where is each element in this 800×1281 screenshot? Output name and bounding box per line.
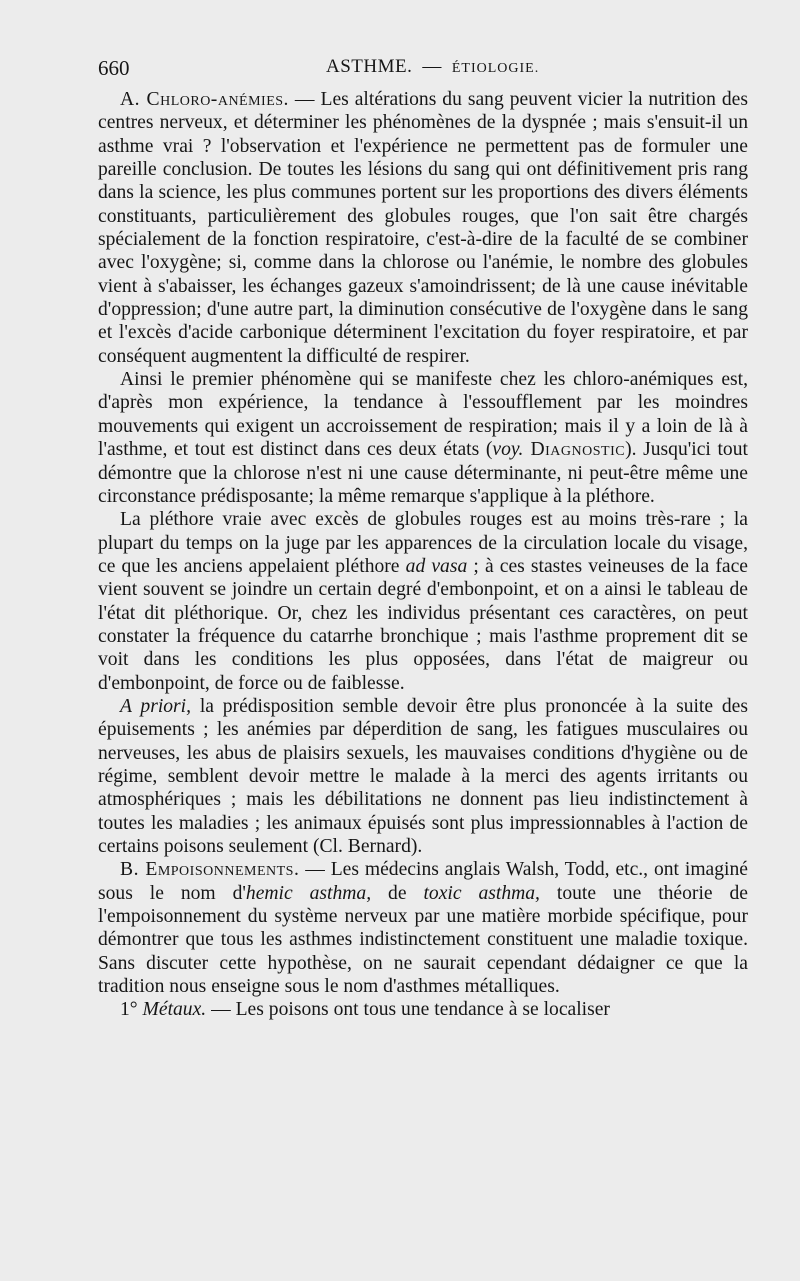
italic-ad-vasa: ad vasa xyxy=(405,555,468,577)
italic-hemic-asthma: hemic asthma, xyxy=(245,882,372,904)
paragraph-text: de xyxy=(371,882,424,904)
paragraph-empoisonnements xyxy=(98,858,748,998)
paragraph-chloro-anemies xyxy=(98,88,748,368)
cross-reference-diagnostic: Diagnostic xyxy=(523,439,626,461)
running-head xyxy=(326,56,539,78)
paragraph-text: la prédisposition semble devoir être plus prononcée à la suite des épuisements ; les anémies par déperdition de sang, les fatigues musculaires ou nerveuses, les abus de plaisirs sexuels, les mauvaises conditions d'hygiène ou de régime, semblent devoir mettre le malade à la merci des agents irritants ou atmosphériques ; mais les débilitations ne donnent pas lieu indistinctement à toutes les maladies ; les animaux épuisés sont plus impressionnables à l'action de certains poisons seulement (Cl. Bernard). xyxy=(98,695,748,857)
running-head-separator: — xyxy=(422,56,442,77)
paragraph-plethore xyxy=(98,508,748,695)
running-title: ASTHME. xyxy=(326,56,413,77)
paragraph-text: — Les médecins anglais Walsh, Todd, etc., ont imaginé sous le nom d' xyxy=(98,859,748,904)
paragraph-text: ; à ces stastes veineuses de la face vient souvent se joindre un certain degré d'embonpoint, et on a ainsi le tableau de l'état dit pléthorique. Or, chez les individus présentant ces caractères, on peut constater la fréquence du catarrhe bronchique ; mais l'asthme proprement dit se voit dans les conditions les plus opposées, dans l'état de maigreur ou d'embonpoint, de force ou de faiblesse. xyxy=(98,555,748,694)
page-number: 660 xyxy=(98,56,130,80)
paragraph-metaux xyxy=(98,998,748,1021)
body-text xyxy=(98,88,748,1022)
section-label-a: A. Chloro-anémies. xyxy=(120,89,289,110)
paragraph-text: — Les altérations du sang peuvent vicier la nutrition des centres nerveux, et déterminer les phénomènes de la dyspnée ; mais s'ensuit-il un asthme vrai ? l'observation et l'expérience ne permettent pas de formuler une pareille conclusion. De toutes les lésions du sang qui ont définitivement pris rang dans la science, les plus communes portent sur les proportions des divers éléments constituants, particulièrement des globules rouges, que l'on sait être chargés spécialement de la fonction respiratoire, c'est-à-dire de la faculté de se combiner avec l'oxygène; si, comme dans la chlorose ou l'anémie, le nombre des globules vient à s'abaisser, les échanges gazeux s'amoindrissent; de là une cause inévitable d'oppression; d'une autre part, la diminution consécutive de l'oxygène dans le sang et l'excès d'acide carbonique déterminent l'excitation du foyer respiratoire, et par conséquent augmentent la difficulté de respirer. xyxy=(98,89,748,367)
paragraph-text: Ainsi le premier phénomène qui se manifeste chez les chloro-anémiques est, d'après mon expérience, la tendance à l'essoufflement par les moindres mouvements qui exigent un accroissement de respiration; mais il y a loin de là à l'asthme, et tout est distinct dans ces deux états ( xyxy=(98,369,748,461)
page-header xyxy=(98,56,748,84)
paragraph-text: ). Jusqu'ici tout démontre que la chlorose n'est ni une cause déterminante, ni peut-être même une circonstance prédisposante; la même remarque s'applique à la pléthore. xyxy=(98,439,748,507)
paragraph-text: toute une théorie de l'empoisonnement du système nerveux par une matière morbide spécifique, pour démontrer que tous les asthmes indistinctement constituent une maladie toxique. Sans discuter cette hypothèse, on ne saurait cependant dédaigner ce que la tradition nous enseigne sous le nom d'asthmes métalliques. xyxy=(98,882,748,998)
italic-toxic-asthma: toxic asthma, xyxy=(423,882,540,904)
running-section: ÉTIOLOGIE. xyxy=(451,61,540,76)
italic-voy: voy. xyxy=(492,439,524,461)
italic-metaux: Métaux. xyxy=(142,999,207,1021)
italic-a-priori: A priori, xyxy=(120,695,192,717)
item-number: 1° xyxy=(120,999,138,1021)
section-label-b: B. Empoisonnements. xyxy=(120,859,300,881)
paragraph-text: — Les poisons ont tous une tendance à se localiser xyxy=(206,999,610,1021)
paragraph-a-priori xyxy=(98,695,748,858)
paragraph-essoufflement xyxy=(98,368,748,508)
paragraph-text: La pléthore vraie avec excès de globules rouges est au moins très-rare ; la plupart du temps on la juge par les apparences de la circulation locale du visage, ce que les anciens appelaient pléthore xyxy=(98,509,748,577)
